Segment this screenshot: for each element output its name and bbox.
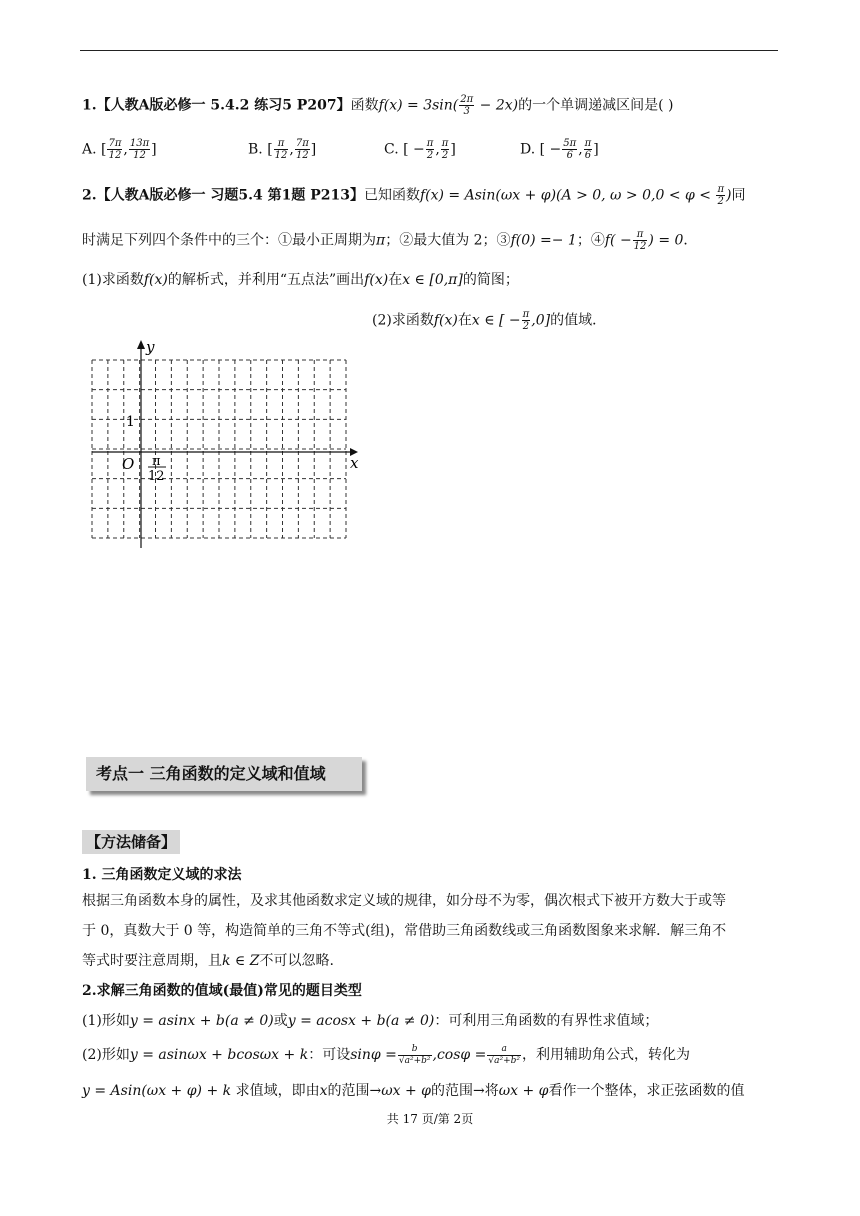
m2-line-2: (2)形如y = asinωx + bcosωx + k：可设sinφ = $\frac{b}{\text{√a²+b²}}$ ,cosφ = $\frac{a}{\text{√a²+b²}}$ ，利用辅助角公式，转化为 — [82, 1043, 691, 1066]
m2-line-3: y = Asin(ωx + φ) + k 求值域，即由x的范围→ωx + φ的范围→将ωx + φ看作一个整体，求正弦函数的值 — [82, 1083, 745, 1099]
m2-line-1: (1)形如y = asinx + b(a ≠ 0)或y = acosx + b(a ≠ 0)：可利用三角函数的有界性求值域； — [82, 1013, 659, 1029]
x-tick-pi-num: π — [152, 454, 161, 469]
q1-source: 1.【人教A版必修一 5.4.2 练习5 P207】 — [82, 97, 351, 114]
section-title: 考点一 三角函数的定义域和值域 — [86, 757, 362, 791]
q1-tail: 的一个单调递减区间是( ) — [518, 97, 674, 114]
question-1 — [82, 94, 673, 117]
y-axis-arrow — [137, 340, 145, 349]
option-b: B. [ $\frac{\pi}{12}$ , $\frac{7\pi}{12}$ ] — [248, 138, 317, 161]
m1-p2: 于 0，真数大于 0 等，构造简单的三角不等式(组)，常借助三角函数线或三角函数图象来求解．解三角不 — [82, 923, 727, 939]
m2-title: 2.求解三角函数的值域(最值)常见的题目类型 — [82, 983, 362, 999]
y-label: y — [146, 338, 155, 356]
option-d: D. [ − $\frac{5\pi}{6}$ , $\frac{\pi}{6}$ ] — [520, 138, 599, 161]
m1-title: 1. 三角函数定义域的求法 — [82, 867, 242, 883]
question-2: 2.【人教A版必修一 习题5.4 第1题 P213】已知函数f(x) = Asin(ωx + φ)(A > 0, ω > 0,0 < φ < $\frac{\pi}{2}$ )同 — [82, 184, 746, 207]
q2-part-1: (1)求函数f(x)的解析式，并利用“五点法”画出f(x)在x ∈ [0,π]的简图； — [82, 272, 519, 288]
option-c: C. [ − $\frac{\pi}{2}$ , $\frac{\pi}{2}$ ] — [384, 138, 456, 161]
q1-func-b: − 2x) — [475, 97, 519, 114]
x-tick-pi-den: 12 — [148, 469, 165, 484]
m1-p3: 等式时要注意周期，且k ∈ Z不可以忽略. — [82, 953, 334, 969]
x-label: x — [350, 454, 359, 472]
origin-label: O — [122, 455, 135, 473]
q1-fraction: $\frac{2\pi}{3}$ — [460, 94, 474, 117]
y-tick-one: 1 — [126, 414, 135, 430]
q1-func-a: f(x) = 3sin( — [378, 97, 459, 114]
q2-conditions: 时满足下列四个条件中的三个：①最小正周期为π；②最大值为 2；③f(0) =− 1；④f( − $\frac{\pi}{12}$ ) = 0． — [82, 229, 698, 252]
m1-p1: 根据三角函数本身的属性，及求其他函数求定义域的规律，如分母不为零，偶次根式下被开方数大于或等 — [82, 893, 726, 909]
q2-source: 2.【人教A版必修一 习题5.4 第1题 P213】 — [82, 187, 364, 204]
header-rule — [80, 50, 778, 51]
method-title: 【方法储备】 — [82, 830, 180, 854]
option-a: A. [ $\frac{7\pi}{12}$ , $\frac{13\pi}{12}$ ] — [82, 138, 157, 161]
q2-part-2: (2)求函数f(x)在x ∈ [ − $\frac{\pi}{2}$ ,0]的值域． — [372, 309, 607, 332]
page-footer: 共 17 页/第 2页 — [386, 1112, 474, 1126]
coordinate-grid — [84, 338, 374, 550]
q1-lead: 函数 — [350, 97, 379, 114]
